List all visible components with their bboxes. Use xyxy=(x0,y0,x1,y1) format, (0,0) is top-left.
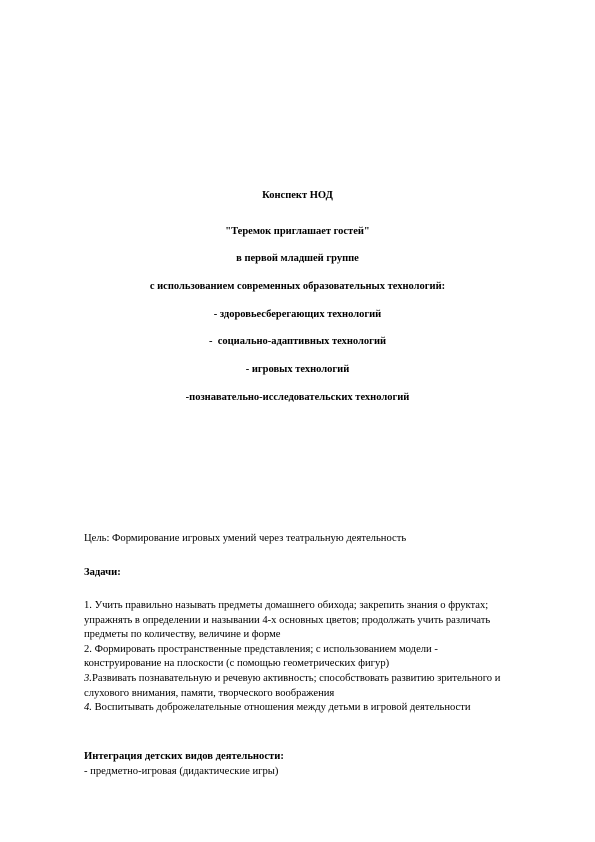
title-konspekt: Конспект НОД xyxy=(262,190,333,201)
task-4-line-1 xyxy=(84,701,554,716)
task-1-line-3: предметы по количеству, величине и форме xyxy=(84,629,281,641)
task-3-line-2: слухового внимания, памяти, творческого воображения xyxy=(84,687,335,699)
goal-line: Цель: Формирование игровых умений через театральную деятельность xyxy=(84,533,407,544)
task-4-text: Воспитывать доброжелательные отношения между детьми в игровой деятельности xyxy=(91,702,471,714)
tasks-heading-block xyxy=(84,566,554,581)
task-3-line-1 xyxy=(84,672,554,687)
task-3-text: Развивать познавательную и речевую активность; способствовать развитию зрительного и xyxy=(91,672,501,684)
title-tech-game: - игровых технологий xyxy=(245,364,350,375)
title-tech-social: - социально-адаптивных технологий xyxy=(208,336,387,347)
tasks-heading: Задачи: xyxy=(84,567,121,578)
integration-heading: Интеграция детских видов деятельности: xyxy=(84,751,284,762)
task-4-number: 4. xyxy=(84,702,92,714)
task-3-number: 3. xyxy=(84,672,92,684)
task-2-line-2: конструирование на плоскости (с помощью геометрических фигур) xyxy=(84,658,390,670)
title-group: в первой младшей группе xyxy=(236,253,359,264)
task-2-line-1: 2. Формировать пространственные представления; с использованием модели - xyxy=(84,643,438,655)
task-1-line-2: упражнять в определении и назывании 4-х основных цветов; продолжать учить различать xyxy=(84,614,491,626)
title-tech-cognitive: -познавательно-исследовательских технологий xyxy=(185,392,410,403)
title-technologies: с использованием современных образовательных технологий: xyxy=(149,281,446,292)
title-theme: "Теремок приглашает гостей" xyxy=(225,226,370,237)
integration-item-1: - предметно-игровая (дидактические игры) xyxy=(84,765,279,777)
tasks-list xyxy=(84,599,554,716)
goal-text xyxy=(84,532,554,547)
task-1-line-1: 1. Учить правильно называть предметы домашнего обихода; закрепить знания о фруктах; xyxy=(84,600,489,611)
title-tech-health: - здоровьесберегающих технологий xyxy=(213,309,382,320)
integration-block xyxy=(84,750,554,779)
